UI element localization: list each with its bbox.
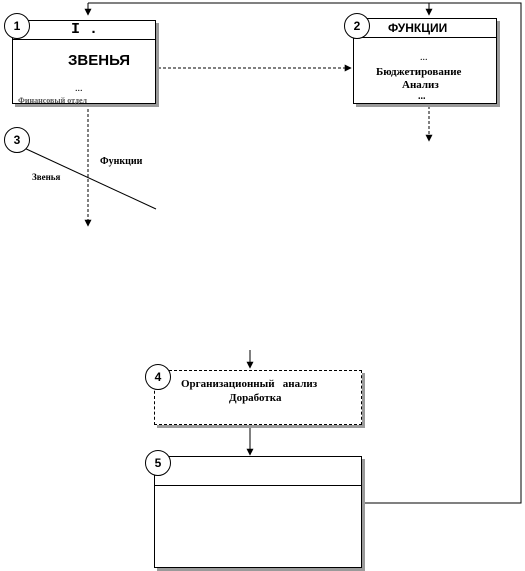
block1-header: I . — [71, 21, 99, 38]
block1-title: ЗВЕНЬЯ — [68, 52, 131, 69]
block2-header: ФУНКЦИИ — [388, 21, 448, 35]
block2-number-badge: 2 — [344, 13, 370, 39]
block3-label-links: Звенья — [32, 172, 61, 182]
block1-dots: ... — [75, 83, 83, 94]
block5-number-badge: 5 — [145, 450, 171, 476]
block4-number-badge: 4 — [145, 364, 171, 390]
block4-line-rework: Доработка — [229, 392, 282, 404]
block2-line-more: ... — [418, 91, 426, 102]
block4-line-analysis: Организационный анализ — [181, 378, 318, 390]
block5-box — [154, 456, 362, 568]
block5-header-bar — [155, 457, 361, 486]
block1-number-badge: 1 — [4, 13, 30, 39]
block3-number-badge: 3 — [4, 127, 30, 153]
block2-line-budgeting: Бюджетирование — [376, 66, 462, 78]
block2-functions-box — [353, 18, 497, 104]
block2-line-analysis: Анализ — [402, 79, 439, 91]
block3-label-functions: Функции — [100, 156, 143, 167]
block2-dots: ... — [420, 52, 428, 63]
block1-caption: Финансовый отдел — [18, 96, 88, 105]
block1-links-box — [12, 20, 156, 104]
block4-analysis-box — [154, 370, 362, 425]
